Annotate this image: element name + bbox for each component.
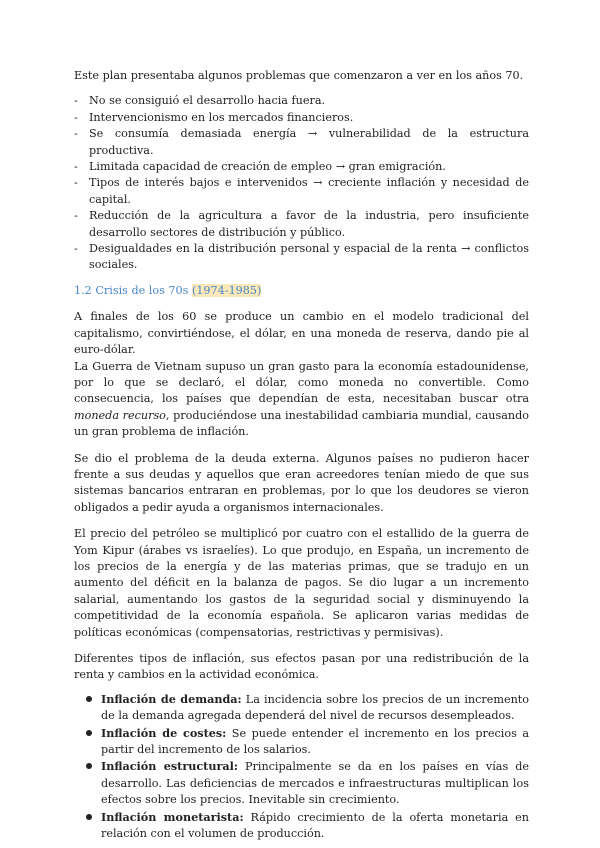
italic-term: moneda recurso <box>74 408 166 422</box>
document-page <box>74 68 529 842</box>
section-years-highlight: (1974-1985) <box>191 283 262 297</box>
paragraph-text: La Guerra de Vietnam supuso un gran gasto para la economía estadounidense, por lo que se declaró, el dólar, como moneda no convertible. Como consecuencia, los países que dependían de esta, necesitaban buscar otra <box>74 359 529 406</box>
inflation-description: Principalmente se da en los países en vías de desarrollo. Las deficiencias de mercados e infraestructuras multiplican los efectos sobre los precios. Inevitable sin crecimiento. <box>101 760 529 807</box>
inflation-types-list <box>74 691 529 843</box>
paragraph-dollar-reserve: A finales de los 60 se produce un cambio en el modelo tradicional del capitalismo, convirtiéndose, el dólar, en una moneda de reserva, dando pie al euro-dólar. <box>74 310 529 357</box>
intro-paragraph: Este plan presentaba algunos problemas que comenzaron a ver en los años 70. <box>74 69 524 82</box>
list-item: - Tipos de interés bajos e intervenidos → creciente inflación y necesidad de capital. <box>89 175 529 208</box>
paragraph-oil-price: El precio del petróleo se multiplicó por cuatro con el estallido de la guerra de Yom Kipur (árabes vs israelíes). Lo que produjo, en España, un incremento de los precios de la energía y de las materias primas, que se tradujo en un aumento del déficit en la balanza de pagos. Se dio lugar a un incremento salarial, aumentando los gastos de la seguridad social y disminuyendo la competitividad de la economía española. Se aplicaron varias medidas de políticas económicas (compensatorias, restrictivas y permisivas). <box>74 527 529 639</box>
problems-list <box>74 93 529 273</box>
list-item: - Limitada capacidad de creación de empleo → gran emigración. <box>89 159 529 175</box>
paragraph-inflation-types: Diferentes tipos de inflación, sus efectos pasan por una redistribución de la renta y cambios en la actividad económica. <box>74 652 529 682</box>
list-item: - Se consumía demasiada energía → vulnerabilidad de la estructura productiva. <box>89 126 529 159</box>
inflation-term: Inflación estructural: <box>101 759 238 774</box>
paragraph-external-debt: Se dio el problema de la deuda externa. Algunos países no pudieron hacer frente a sus deudas y aquellos que eran acreedores tenían miedo de que sus sistemas bancarios entraran en problemas, por lo que los deudores se vieron obligados a pedir ayuda a organismos internacionales. <box>74 451 529 514</box>
list-item: - Reducción de la agricultura a favor de la industria, pero insuficiente desarrollo sectores de distribución y público. <box>89 208 529 241</box>
list-item: - Desigualdades en la distribución personal y espacial de la renta → conflictos sociales. <box>89 241 529 274</box>
section-heading <box>74 283 529 299</box>
paragraph-vietnam <box>74 359 529 441</box>
inflation-description: Rápido crecimiento de la oferta monetaria en relación con el volumen de producción. <box>101 810 530 841</box>
list-item <box>101 725 529 759</box>
list-item <box>101 758 529 808</box>
section-title: 1.2 Crisis de los 70s <box>74 283 189 297</box>
list-item: - No se consiguió el desarrollo hacia fuera. <box>89 93 529 109</box>
list-item: - Intervencionismo en los mercados financieros. <box>89 110 529 126</box>
inflation-description: La incidencia sobre los precios de un incremento de la demanda agregada dependerá del nivel de recursos desempleados. <box>101 692 529 723</box>
inflation-term: Inflación monetarista: <box>101 809 244 824</box>
inflation-term: Inflación de demanda: <box>101 691 242 706</box>
list-item <box>101 691 529 725</box>
list-item <box>101 809 529 843</box>
paragraph-text: , produciéndose una inestabilidad cambiaria mundial, causando un gran problema de inflación. <box>74 408 529 439</box>
inflation-description: Se puede entender el incremento en los precios a partir del incremento de los salarios. <box>101 726 529 757</box>
inflation-term: Inflación de costes: <box>101 725 227 740</box>
